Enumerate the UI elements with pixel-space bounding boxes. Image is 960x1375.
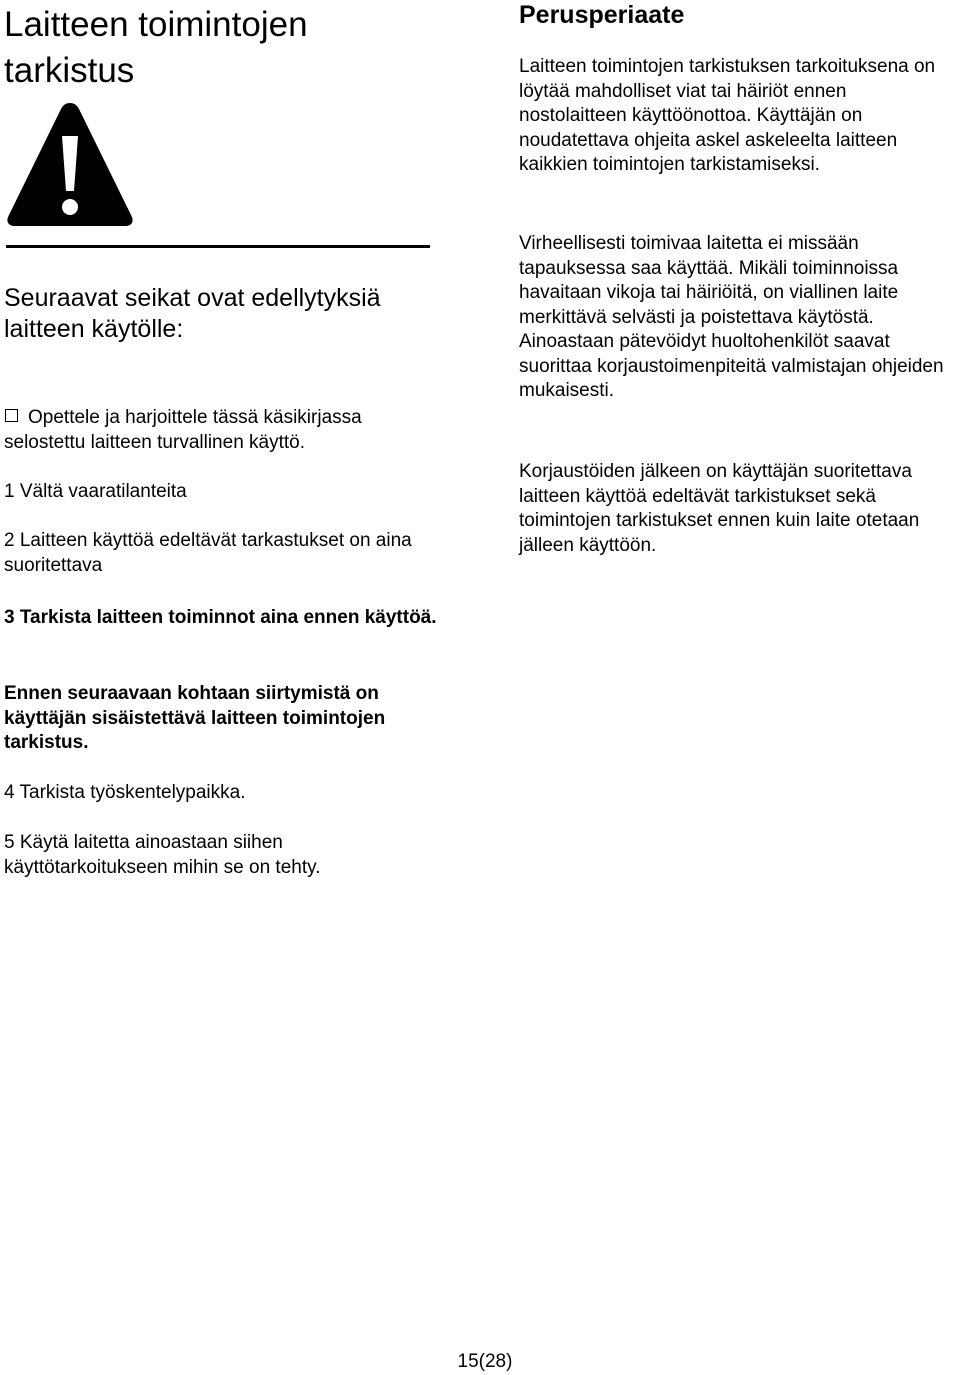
page-number: 15(28) — [457, 1351, 513, 1372]
paragraph-principle: Laitteen toimintojen tarkistuksen tarkoituksena on löytää mahdolliset viat tai häiriöt ennen nostolaitteen käyttöönottoa. Käyttäjän on noudatettava ohjeita askel askeleelta laitteen kaikkien toimintojen tarkistamiseksi. — [519, 56, 936, 175]
paragraph-after-repair: Korjaustöiden jälkeen on käyttäjän suoritettava laitteen käyttöä edeltävät tarkistukset sekä toimintojen tarkistukset ennen kuin laite otetaan jälleen käyttöön. — [519, 461, 920, 556]
item-5: 5 Käytä laitetta ainoastaan siihen käyttötarkoitukseen mihin se on tehty. — [4, 832, 321, 878]
bold-note: Ennen seuraavaan kohtaan siirtymistä on käyttäjän sisäistettävä laitteen toimintojen tarkistus. — [4, 683, 386, 753]
right-heading: Perusperiaate — [519, 1, 685, 29]
item-4: 4 Tarkista työskentelypaikka. — [4, 782, 246, 803]
item-2: 2 Laitteen käyttöä edeltävät tarkastukset on aina suoritettava — [4, 530, 412, 576]
paragraph-faulty-device: Virheellisesti toimivaa laitetta ei missään tapauksessa saa käyttää. Mikäli toiminnoissa havaitaan vikoja tai häiriöitä, on viallinen laite merkittävä selvästi ja poistettava käytöstä. Ainoastaan pätevöidyt huoltohenkilöt saavat suorittaa korjaustoimenpiteitä valmistajan ohjeiden mukaisesti. — [519, 233, 944, 401]
page-title: Laitteen toimintojen tarkistus — [4, 5, 308, 90]
checkbox-icon — [5, 409, 18, 422]
checklist-item — [4, 406, 444, 455]
horizontal-divider — [6, 245, 430, 248]
item-1: 1 Vältä vaaratilanteita — [4, 481, 187, 502]
section-heading: Seuraavat seikat ovat edellytyksiä laitteen käytölle: — [4, 284, 381, 343]
checklist-item-text: Opettele ja harjoittele tässä käsikirjassa selostettu laitteen turvallinen käyttö. — [4, 407, 362, 453]
warning-triangle-icon — [6, 101, 134, 227]
item-3: 3 Tarkista laitteen toiminnot aina ennen käyttöä. — [4, 607, 437, 628]
